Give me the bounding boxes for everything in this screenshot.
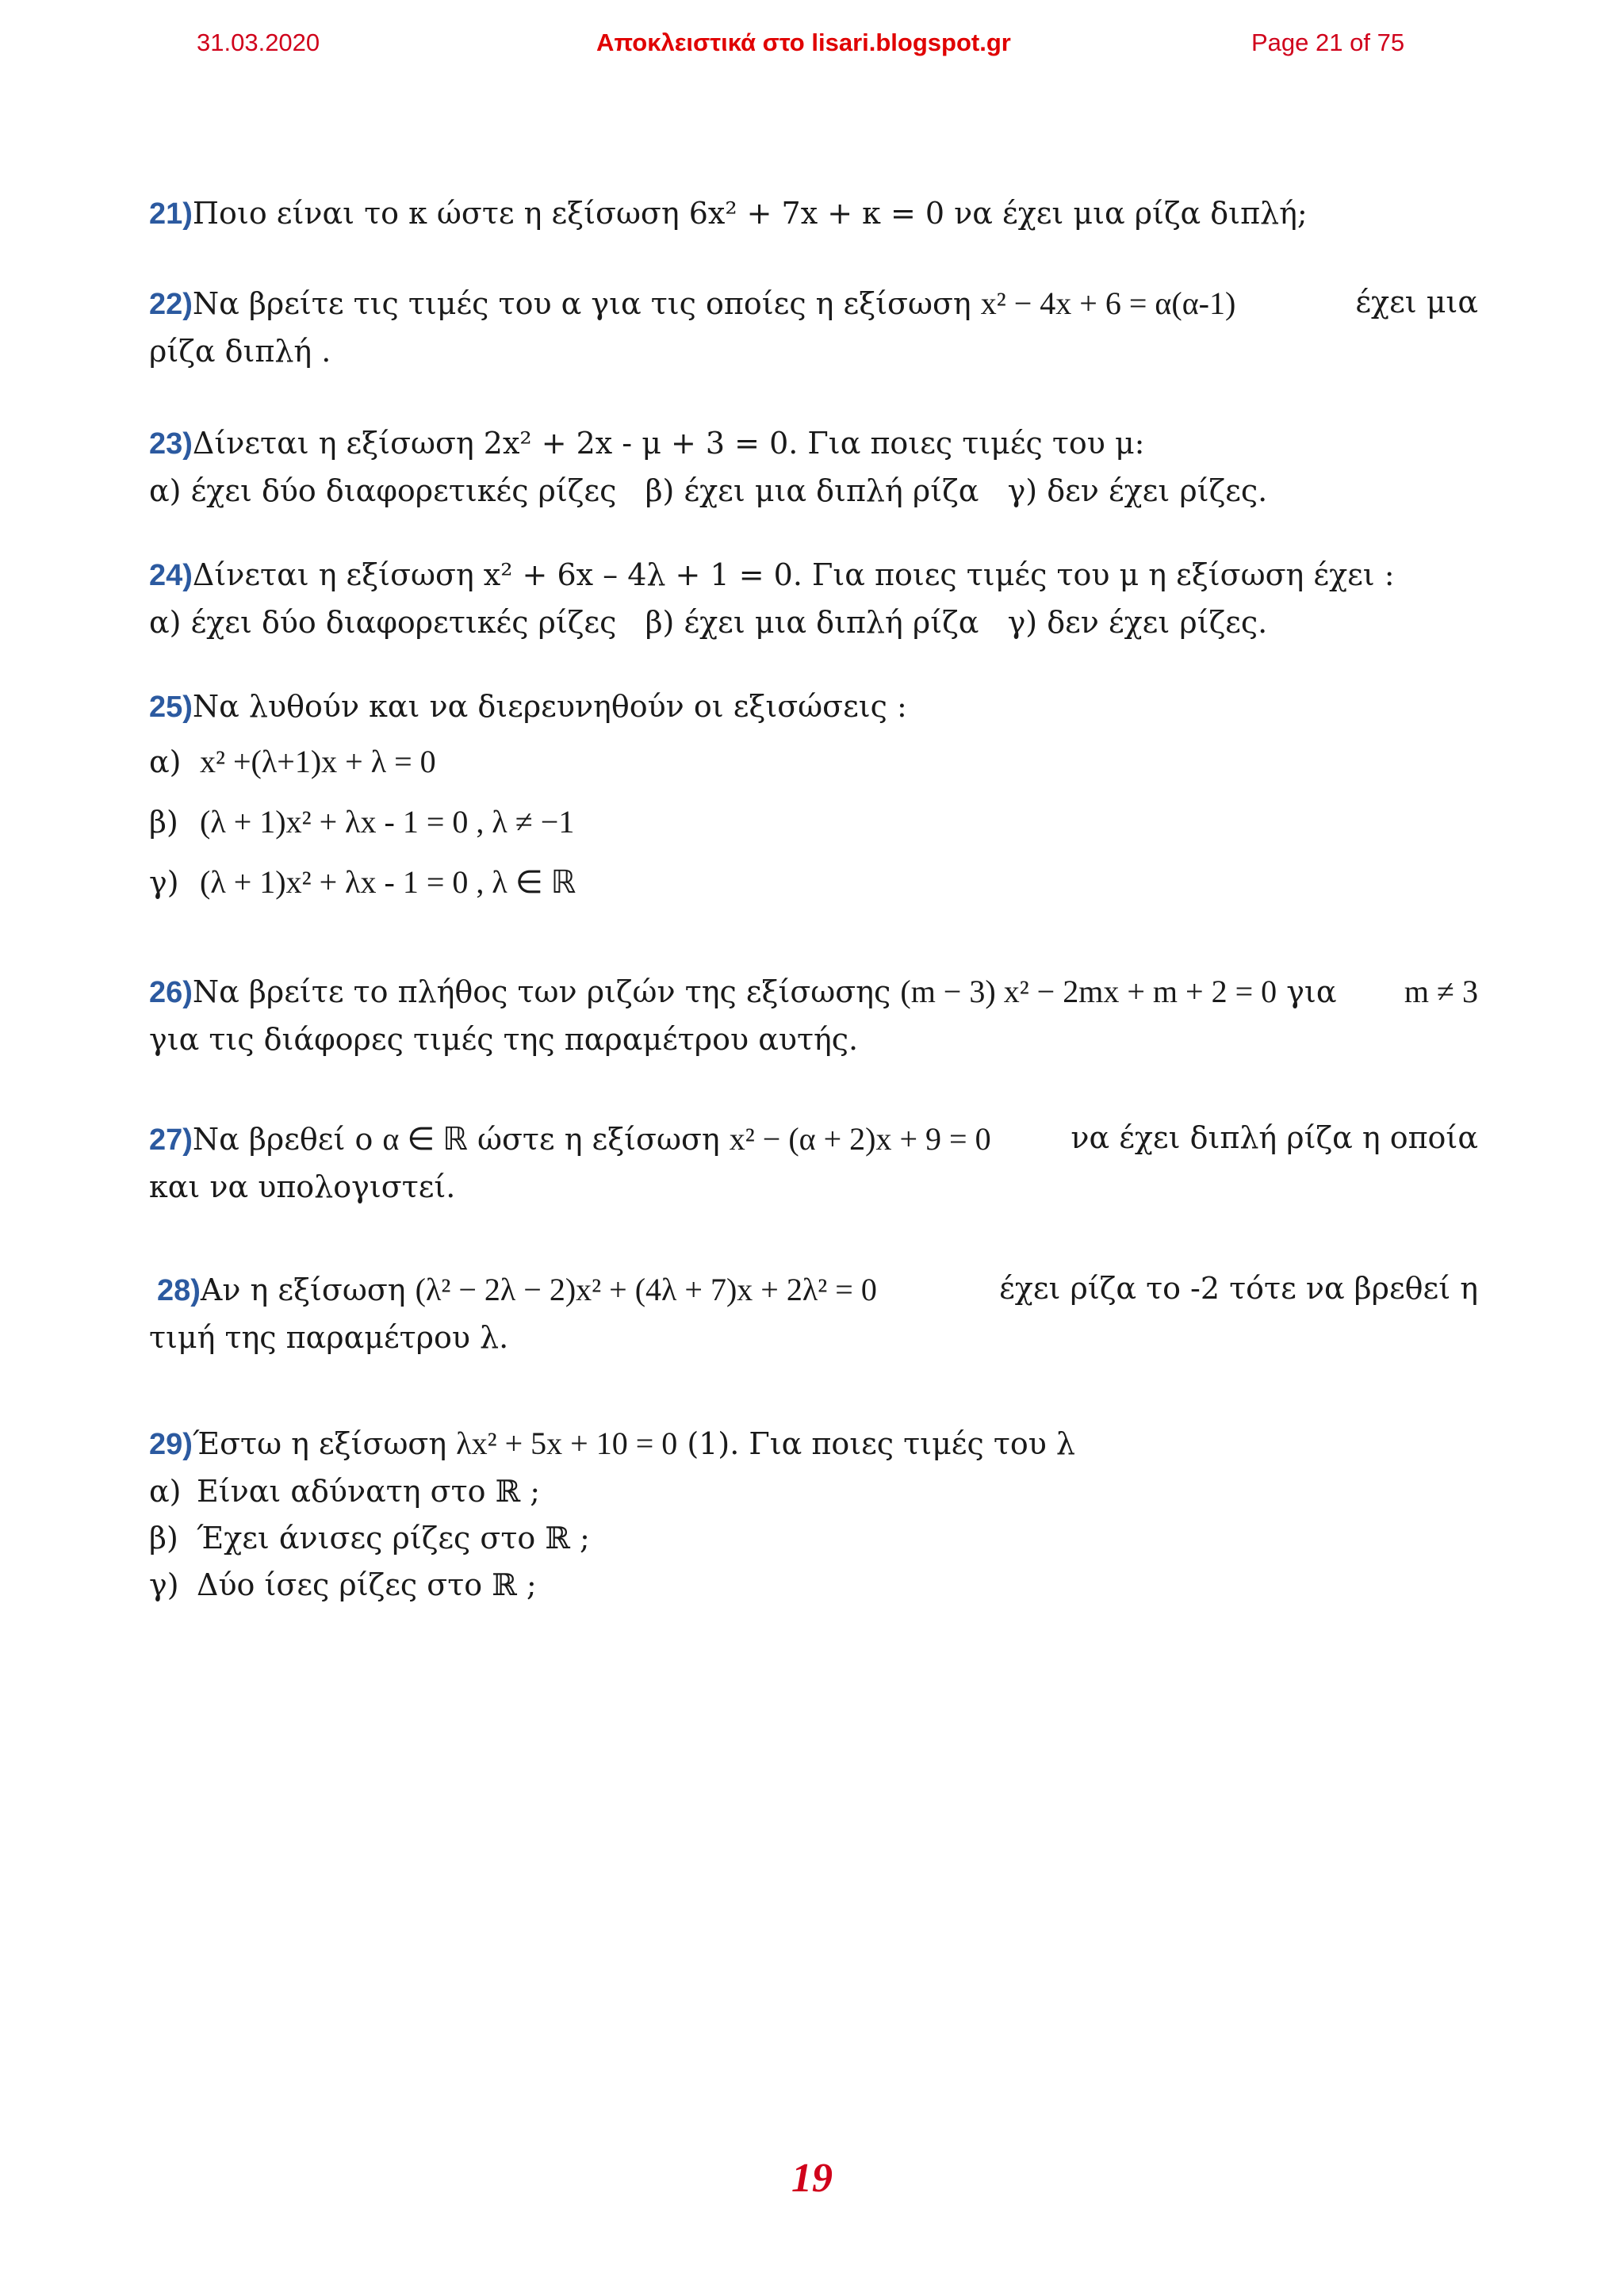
subitem-equation: (λ + 1)x² + λx - 1 = 0 , λ ∈ ℝ [200, 863, 576, 900]
problem-equation: x² − (α + 2)x + 9 = 0 [729, 1121, 991, 1157]
problem-text-end: έχει μια [1355, 285, 1478, 320]
subitem-c [149, 1562, 1478, 1609]
problem-number: 21) [149, 197, 193, 231]
problem-number: 26) [149, 976, 193, 1009]
problem-text: Να βρεθεί ο [192, 1122, 383, 1157]
problem-text-continued: τιμή της παραμέτρου λ. [149, 1320, 509, 1355]
page-number: 19 [791, 2156, 833, 2201]
subitem-text: Δύο ίσες ρίζες στο ℝ ; [197, 1567, 537, 1602]
subitem-a [149, 1468, 1478, 1515]
problem-text-mid: για [1277, 974, 1337, 1009]
problem-26 [149, 967, 1478, 1063]
subitem-label: α) [149, 1474, 182, 1509]
problem-23 [149, 420, 1478, 515]
header-site: Αποκλειστικά στο lisari.blogspot.gr [596, 29, 1011, 56]
problem-equation: (λ² − 2λ − 2)x² + (4λ + 7)x + 2λ² = 0 [415, 1272, 877, 1307]
problem-text-end: (1). Για ποιες τιμές του λ [677, 1426, 1075, 1461]
problem-text: Να λυθούν και να διερευνηθούν οι εξισώσεις : [192, 689, 907, 724]
problem-text: Να βρείτε τις τιμές του α για τις οποίες η εξίσωση [192, 286, 981, 321]
problem-text: Έστω η εξίσωση [192, 1426, 457, 1461]
subitem-a [149, 737, 1478, 786]
problem-text-end: έχει ρίζα το -2 τότε να βρεθεί η [999, 1271, 1478, 1306]
subitem-c [149, 858, 1478, 907]
problem-text: Δίνεται η εξίσωση x² + 6x – 4λ + 1 = 0. Για ποιες τιμές του μ η εξίσωση έχει : [192, 557, 1395, 592]
header-date: 31.03.2020 [197, 29, 320, 56]
problem-condition: α ∈ ℝ [382, 1121, 468, 1157]
problem-27 [149, 1115, 1478, 1211]
problem-options: α) έχει δύο διαφορετικές ρίζες β) έχει μια διπλή ρίζα γ) δεν έχει ρίζες. [149, 473, 1268, 508]
problem-24 [149, 552, 1478, 646]
problem-text: Ποιο είναι το κ ώστε η εξίσωση 6x² + 7x + κ = 0 να έχει μια ρίζα διπλή; [192, 196, 1308, 231]
problem-text-mid: ώστε η εξίσωση [467, 1122, 730, 1157]
subitem-equation: (λ + 1)x² + λx - 1 = 0 , λ ≠ −1 [200, 803, 575, 840]
problem-equation: x² − 4x + 6 = α(α-1) [980, 285, 1236, 321]
problem-text: Αν η εξίσωση [200, 1272, 416, 1307]
subitem-b [149, 798, 1478, 847]
problem-number: 28) [157, 1274, 201, 1307]
problem-number: 22) [149, 288, 193, 321]
subitem-label: γ) [149, 864, 179, 900]
problem-text: Δίνεται η εξίσωση 2x² + 2x - μ + 3 = 0. Για ποιες τιμές του μ: [192, 426, 1145, 461]
problem-number: 24) [149, 559, 193, 592]
problem-number: 27) [149, 1123, 193, 1157]
subitem-equation: x² +(λ+1)x + λ = 0 [200, 743, 436, 779]
problem-number: 29) [149, 1428, 193, 1461]
problem-text-end: να έχει διπλή ρίζα η οποία [1071, 1120, 1478, 1155]
subitem-label: β) [149, 1520, 178, 1556]
subitem-label: β) [149, 804, 178, 840]
problem-21 [149, 190, 1478, 238]
problem-options: α) έχει δύο διαφορετικές ρίζες β) έχει μια διπλή ρίζα γ) δεν έχει ρίζες. [149, 604, 1268, 640]
subitem-text: Είναι αδύνατη στο ℝ ; [197, 1474, 541, 1509]
problem-text-continued: για τις διάφορες τιμές της παραμέτρου αυτής. [149, 1022, 859, 1057]
problem-28 [149, 1265, 1478, 1361]
problem-text-continued: ρίζα διπλή . [149, 334, 331, 369]
subitem-label: α) [149, 744, 182, 779]
problem-25 [149, 683, 1478, 907]
subitem-text: Έχει άνισες ρίζες στο ℝ ; [197, 1520, 590, 1556]
problem-equation: λx² + 5x + 10 = 0 [456, 1425, 678, 1461]
problem-condition: m ≠ 3 [1404, 974, 1478, 1009]
header-page-counter: Page 21 of 75 [1251, 29, 1405, 56]
problem-number: 25) [149, 691, 193, 724]
problem-text-continued: και να υπολογιστεί. [149, 1169, 456, 1204]
subitem-label: γ) [149, 1567, 179, 1602]
problem-29 [149, 1419, 1478, 1609]
problem-text: Να βρείτε το πλήθος των ριζών της εξίσωσης [192, 974, 901, 1009]
problem-22 [149, 279, 1478, 375]
problem-equation: (m − 3) x² − 2mx + m + 2 = 0 [900, 974, 1277, 1009]
page-header [0, 29, 1624, 68]
subitem-b [149, 1515, 1478, 1562]
problem-number: 23) [149, 427, 193, 461]
